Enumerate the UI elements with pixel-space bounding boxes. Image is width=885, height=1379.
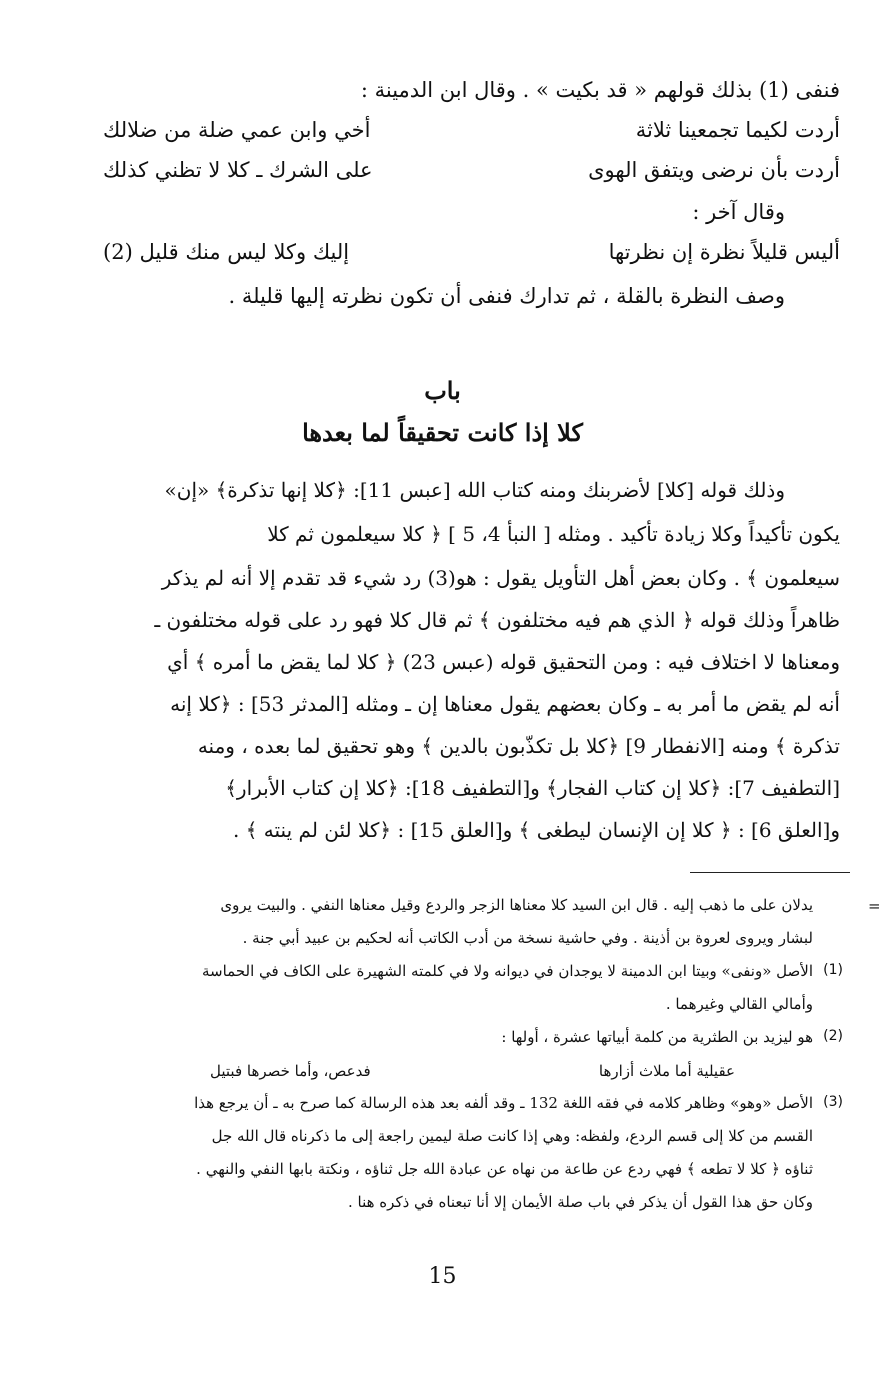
body-line-6: أنه لم يقض ما أمر به ـ وكان بعضهم يقول معناها إن ـ ومثله [المدثر 53] : ﴿كلا إنه — [170, 692, 840, 716]
verse-2-right: أردت بأن نرضى ويتفق الهوى — [588, 158, 840, 182]
footnote-2-number: (2) — [823, 1028, 843, 1044]
verse-1-left: أخي وابن عمي ضلة من ضلالك — [103, 118, 371, 142]
section-title: كلا إذا كانت تحقيقاً لما بعدها — [302, 418, 583, 447]
footnote-separator — [690, 872, 850, 873]
section-label: باب — [424, 376, 461, 405]
footnote-3-line-3: ثناؤه ﴿ كلا لا تطعه ﴾ فهي ردع عن طاعة من نهاه عن عبادة الله جل ثناؤه ، ونكتة بابها النفي والنهي . — [196, 1160, 813, 1178]
footnote-1-line-1: الأصل «ونفى» وبيتا ابن الدمينة لا يوجدان في ديوانه ولا في كلمته الشهيرة على الكاف في الحماسة — [201, 962, 813, 980]
intro-line: فنفى (1) بذلك قولهم « قد بكيت » . وقال ابن الدمينة : — [360, 78, 840, 102]
explanation-line: وصف النظرة بالقلة ، ثم تدارك فنفى أن تكون نظرته إليها قليلة . — [228, 284, 785, 308]
footnote-1-line-2: وأمالي القالي وغيرهما . — [665, 995, 813, 1013]
footnote-3-number: (3) — [823, 1094, 843, 1110]
verse-3-right: أليس قليلاً نظرة إن نظرتها — [608, 240, 840, 264]
another-said: وقال آخر : — [692, 200, 785, 224]
footnote-2-line: هو ليزيد بن الطثرية من كلمة أبياتها عشرة ، أولها : — [501, 1028, 813, 1046]
body-line-3: سيعلمون ﴾ . وكان بعض أهل التأويل يقول : هو(3) رد شيء قد تقدم إلا أنه لم يذكر — [161, 566, 840, 590]
footnote-3-line-2: القسم من كلا إلى قسم الردع، ولفظه: وهي إذا كانت صلة ليمين راجعة إلى ما ذكرناه قال الله جل — [211, 1127, 813, 1145]
body-line-5: ومعناها لا اختلاف فيه : ومن التحقيق قوله (عبس 23) ﴿ كلا لما يقض ما أمره ﴾ أي — [167, 650, 840, 674]
body-line-2: يكون تأكيداً وكلا زيادة تأكيد . ومثله [ النبأ 4، 5 ] ﴿ كلا سيعلمون ثم كلا — [267, 522, 840, 546]
footnote-continued-line-1: يدلان على ما ذهب إليه . قال ابن السيد كلا معناها الزجر والردع وقيل معناها النفي . والبيت يروى — [220, 896, 813, 914]
footnote-2-verse-right: عقيلية أما ملاث أزارها — [598, 1062, 735, 1080]
continued-symbol: = — [868, 897, 881, 915]
footnote-2-verse-left: فدعص، وأما خصرها فبتيل — [210, 1062, 371, 1080]
verse-3-left: إليك وكلا ليس منك قليل (2) — [103, 240, 350, 264]
verse-2-left: على الشرك ـ كلا لا تظني كذلك — [103, 158, 373, 182]
page-number: 15 — [428, 1264, 457, 1289]
body-line-8: [التطفيف 7]: ﴿كلا إن كتاب الفجار﴾ و[التطفيف 18]: ﴿كلا إن كتاب الأبرار﴾ — [225, 776, 840, 800]
body-line-4: ظاهراً وذلك قوله ﴿ الذي هم فيه مختلفون ﴾ ثم قال كلا فهو رد على قوله مختلفون ـ — [154, 608, 840, 632]
footnote-continued-line-2: لبشار ويروى لعروة بن أذينة . وفي حاشية نسخة من أدب الكاتب أنه لحكيم بن عبيد أبي جنة . — [242, 929, 813, 947]
footnote-1-number: (1) — [823, 962, 843, 978]
body-line-1: وذلك قوله [كلا] لأضربنك ومنه كتاب الله [عبس 11]: ﴿كلا إنها تذكرة﴾ «إن» — [164, 478, 785, 502]
body-line-9: و[العلق 6] : ﴿ كلا إن الإنسان ليطغى ﴾ و[العلق 15] : ﴿كلا لئن لم ينته ﴾ . — [233, 818, 840, 842]
footnote-3-line-4: وكان حق هذا القول أن يذكر في باب صلة الأيمان إلا أنا تبعناه في ذكره هنا . — [348, 1193, 813, 1211]
body-line-7: تذكرة ﴾ ومنه [الانفطار 9] ﴿كلا بل تكذّبون بالدين ﴾ وهو تحقيق لما بعده ، ومنه — [197, 734, 840, 758]
footnote-3-line-1: الأصل «وهو» وظاهر كلامه في فقه اللغة 132 ـ وقد ألفه بعد هذه الرسالة كما صرح به ـ أن يرجع هذا — [194, 1094, 813, 1112]
verse-1-right: أردت لكيما تجمعينا ثلاثة — [635, 118, 840, 142]
